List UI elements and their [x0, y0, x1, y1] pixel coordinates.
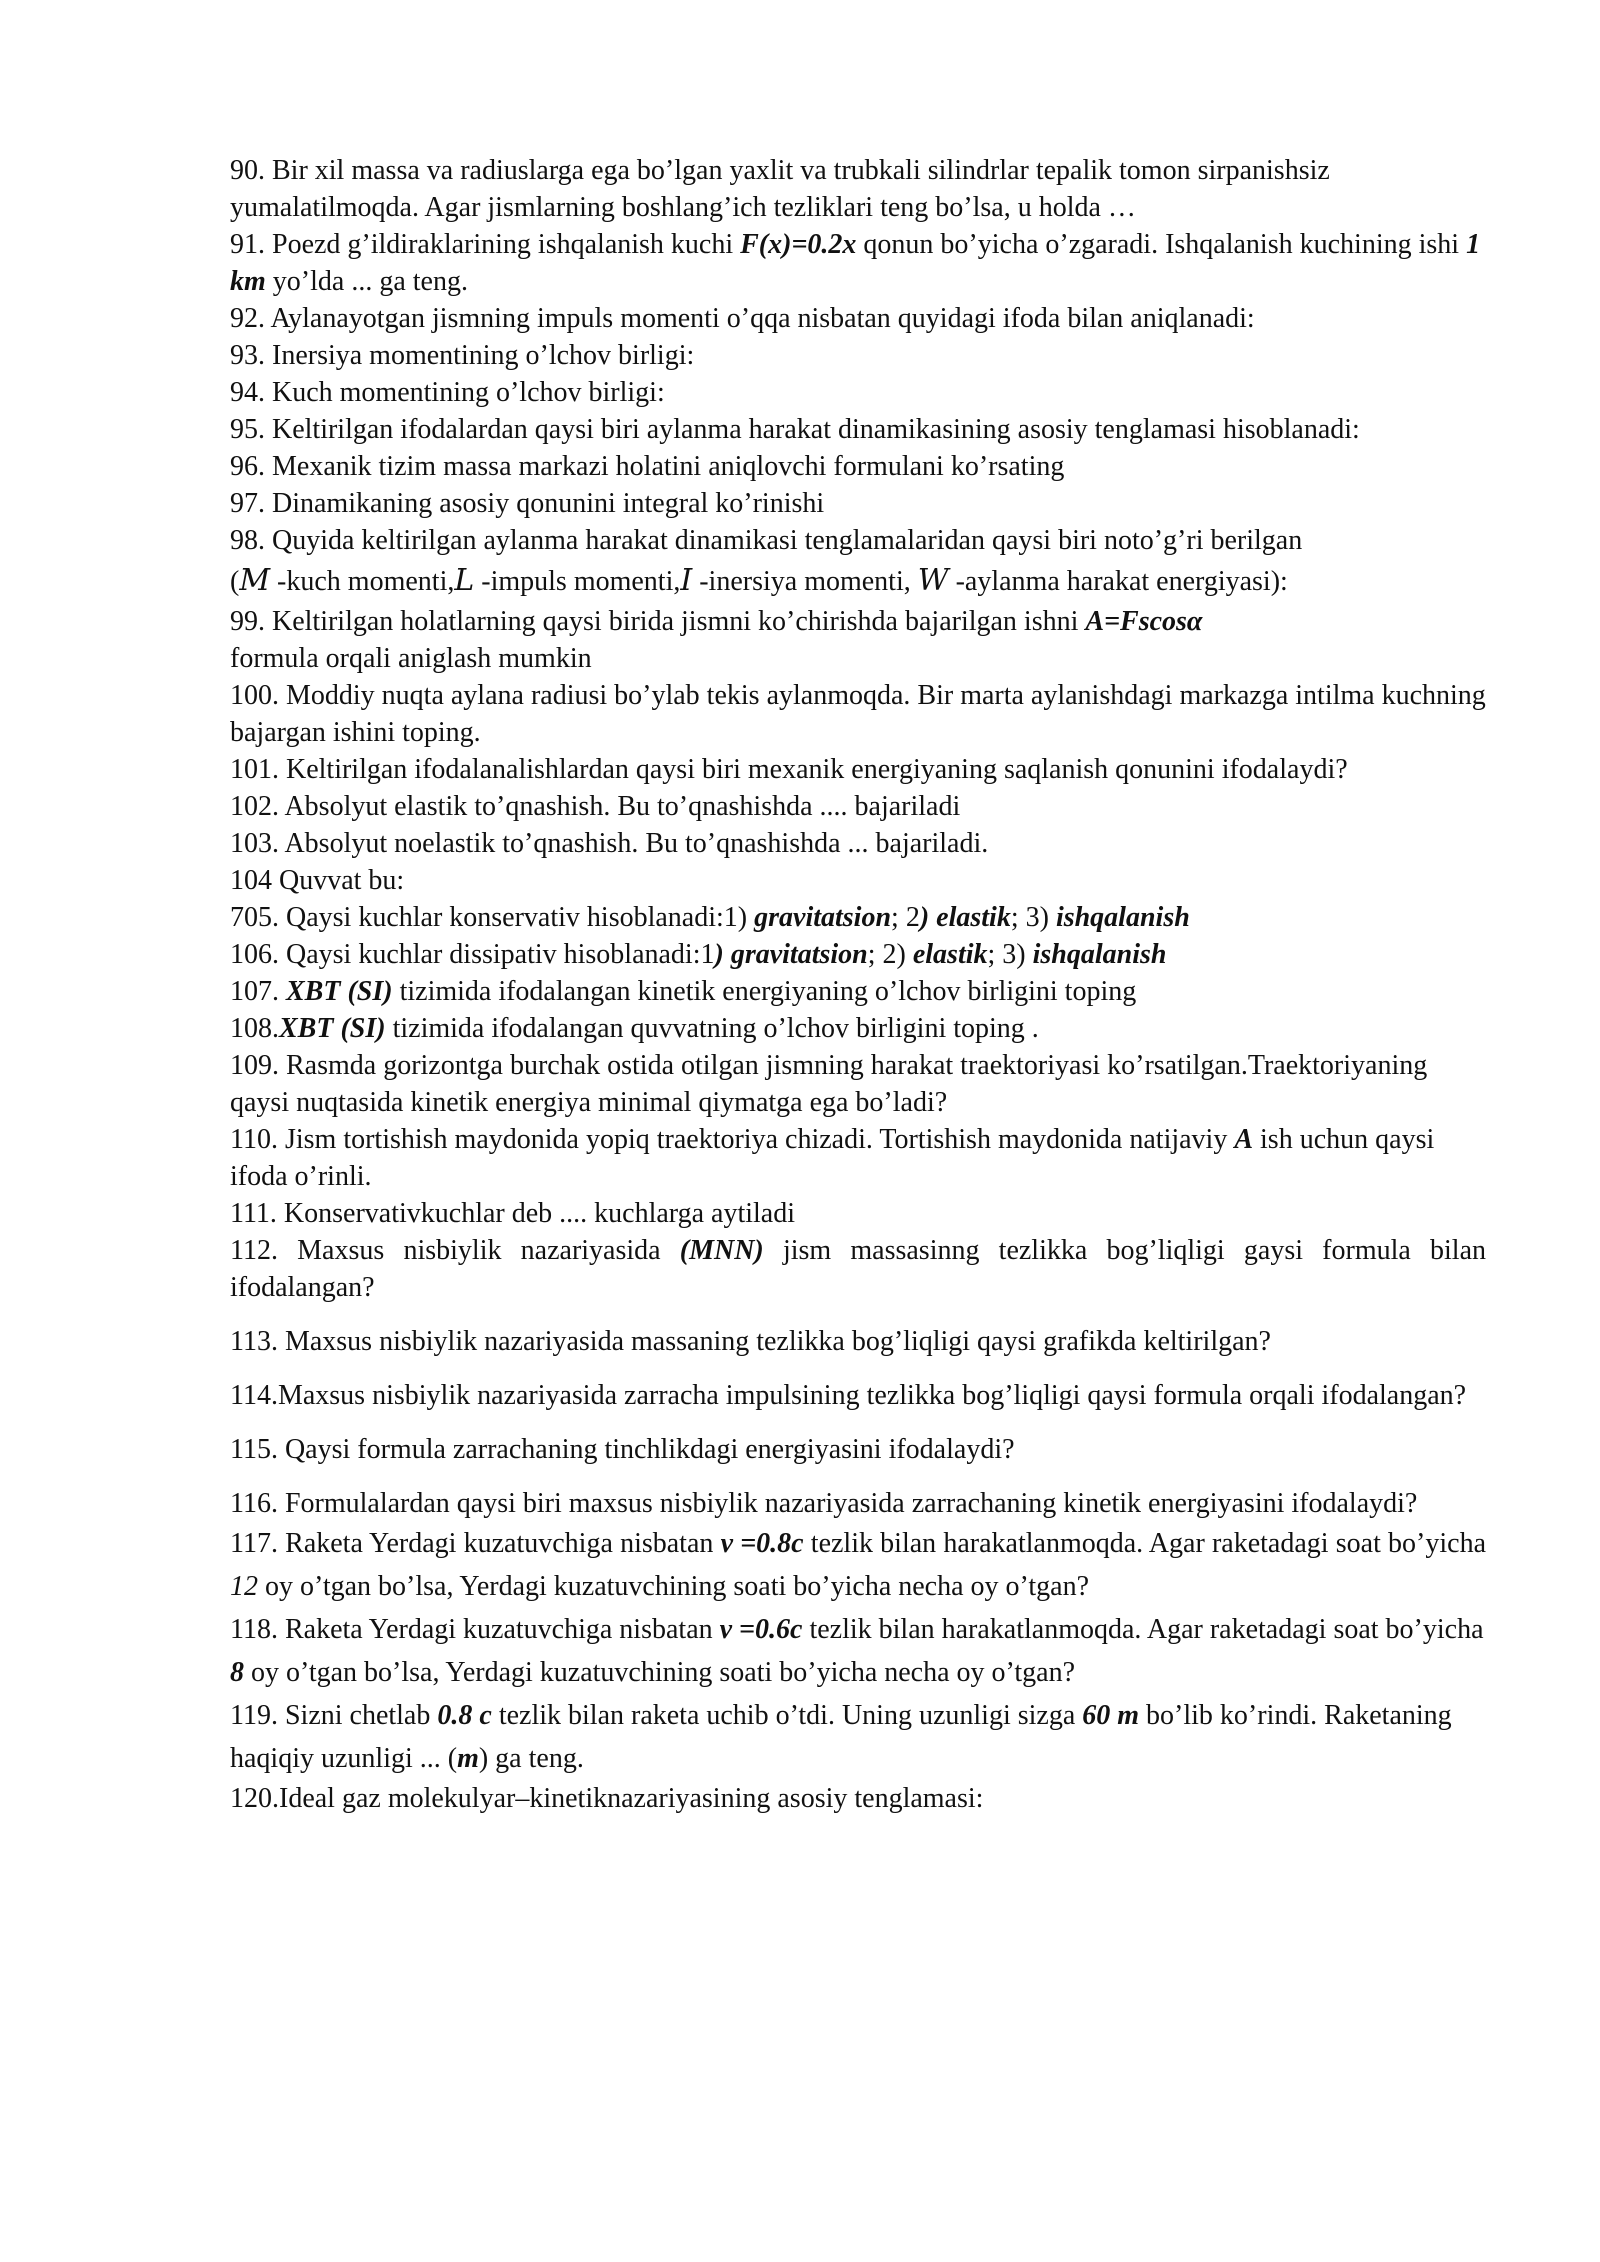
- question-97: 97. Dinamikaning asosiy qonunini integral ko’rinishi: [230, 488, 825, 519]
- question-116: 116. Formulalardan qaysi biri maxsus nisbiylik nazariyasida zarrachaning kinetik energiyasini ifodalaydi?: [230, 1488, 1418, 1519]
- formula-work: A=Fscosα: [1085, 606, 1203, 637]
- symbol-M: M: [239, 563, 271, 598]
- question-92: 92. Aylanayotgan jismning impuls momenti o’qqa nisbatan quyidagi ifoda bilan aniqlanadi:: [230, 303, 1255, 334]
- question-111: 111. Konservativkuchlar deb .... kuchlarga aytiladi: [230, 1198, 796, 1229]
- question-109: 109. Rasmda gorizontga burchak ostida otilgan jismning harakat traektoriyasi ko’rsatilgan.Traektoriyaning qaysi nuqtasida kinetik energiya minimal qiymatga ega bo’ladi?: [230, 1050, 1428, 1118]
- question-119: 119. Sizni chetlab 0.8 c tezlik bilan raketa uchib o’tdi. Uning uzunligi sizga 60 m bo’lib ko’rindi. Raketaning haqiqiy uzunligi ... (m) ga teng.: [230, 1700, 1452, 1774]
- question-101: 101. Keltirilgan ifodalanalishlardan qaysi biri mexanik energiyaning saqlanish qonunini ifodalaydi?: [230, 754, 1348, 785]
- question-99: 99. Keltirilgan holatlarning qaysi birida jismni ko’chirishda bajarilgan ishni A=Fscosα formula orqali aniglash mumkin: [230, 606, 1203, 674]
- formula-distance: 1 km: [230, 229, 1481, 297]
- question-120: 120.Ideal gaz molekulyar–kinetiknazariyasining asosiy tenglamasi:: [230, 1783, 984, 1814]
- question-102: 102. Absolyut elastik to’qnashish. Bu to’qnashishda .... bajariladi: [230, 791, 961, 822]
- question-110: 110. Jism tortishish maydonida yopiq traektoriya chizadi. Tortishish maydonida natijaviy A ish uchun qaysi ifoda o’rinli.: [230, 1124, 1435, 1192]
- question-103: 103. Absolyut noelastik to’qnashish. Bu to’qnashishda ... bajariladi.: [230, 828, 989, 859]
- formula-force: F(x)=0.2x: [740, 229, 857, 260]
- question-93: 93. Inersiya momentining o’lchov birligi:: [230, 340, 695, 371]
- question-106: 106. Qaysi kuchlar dissipativ hisoblanadi:1) gravitatsion; 2) elastik; 3) ishqalanish: [230, 939, 1167, 970]
- question-98-line1: 98. Quyida keltirilgan aylanma harakat dinamikasi tenglamalaridan qaysi biri noto’g’ri berilgan: [230, 525, 1303, 556]
- question-118: 118. Raketa Yerdagi kuzatuvchiga nisbatan v =0.6c tezlik bilan harakatlanmoqda. Agar raketadagi soat bo’yicha 8 oy o’tgan bo’lsa, Yerdagi kuzatuvchining soati bo’yicha necha oy o’tgan?: [230, 1614, 1484, 1688]
- question-117: 117. Raketa Yerdagi kuzatuvchiga nisbatan v =0.8c tezlik bilan harakatlanmoqda. Agar raketadagi soat bo’yicha 12 oy o’tgan bo’lsa, Yerdagi kuzatuvchining soati bo’yicha necha oy o’tgan?: [230, 1528, 1486, 1602]
- question-95: 95. Keltirilgan ifodalardan qaysi biri aylanma harakat dinamikasining asosiy tenglamasi hisoblanadi:: [230, 414, 1360, 445]
- question-114: 114.Maxsus nisbiylik nazariyasida zarracha impulsining tezlikka bog’liqligi qaysi formula orqali ifodalangan?: [230, 1380, 1467, 1411]
- symbol-I: I: [680, 563, 693, 598]
- question-98-line2: (M -kuch momenti,L -impuls momenti,I -inersiya momenti, W -aylanma harakat energiyasi):: [230, 563, 1288, 598]
- question-107: 107. XBT (SI) tizimida ifodalangan kinetik energiyaning o’lchov birligini toping: [230, 976, 1137, 1007]
- question-91: 91. Poezd g’ildiraklarining ishqalanish kuchi F(x)=0.2x qonun bo’yicha o’zgaradi. Ishqalanish kuchining ishi 1 km yo’lda ... ga teng.: [230, 229, 1481, 297]
- document-page: [230, 152, 1486, 1817]
- question-705: 705. Qaysi kuchlar konservativ hisoblanadi:1) gravitatsion; 2) elastik; 3) ishqalanish: [230, 902, 1190, 933]
- question-98: [230, 522, 1486, 603]
- question-100: 100. Moddiy nuqta aylana radiusi bo’ylab tekis aylanmoqda. Bir marta aylanishdagi markazga intilma kuchning bajargan ishini toping.: [230, 680, 1486, 748]
- question-104: 104 Quvvat bu:: [230, 865, 405, 896]
- question-115: 115. Qaysi formula zarrachaning tinchlikdagi energiyasini ifodalaydi?: [230, 1434, 1015, 1465]
- question-90: 90. Bir xil massa va radiuslarga ega bo’lgan yaxlit va trubkali silindrlar tepalik tomon sirpanishsiz yumalatilmoqda. Agar jismlarning boshlang’ich tezliklari teng bo’lsa, u holda …: [230, 155, 1330, 223]
- symbol-W: W: [917, 563, 949, 598]
- question-112: 112. Maxsus nisbiylik nazariyasida (MNN) jism massasinng tezlikka bog’liqligi gaysi formula bilan ifodalangan?: [230, 1235, 1486, 1303]
- question-113: 113. Maxsus nisbiylik nazariyasida massaning tezlikka bog’liqligi qaysi grafikda keltirilgan?: [230, 1326, 1271, 1357]
- question-94: 94. Kuch momentining o’lchov birligi:: [230, 377, 665, 408]
- question-96: 96. Mexanik tizim massa markazi holatini aniqlovchi formulani ko’rsating: [230, 451, 1065, 482]
- symbol-L: L: [454, 563, 475, 598]
- question-108: 108.XBT (SI) tizimida ifodalangan quvvatning o’lchov birligini toping .: [230, 1013, 1039, 1044]
